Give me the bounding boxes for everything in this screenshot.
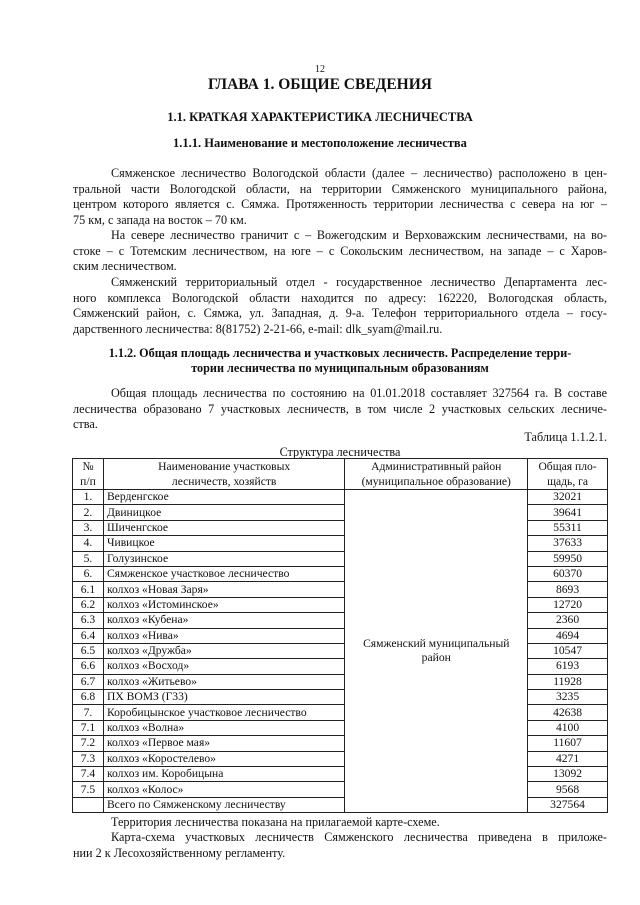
row-num: 4.	[73, 536, 104, 551]
row-name: Сямженское участковое лесничество	[103, 566, 344, 581]
row-name: колхоз «Колос»	[103, 782, 344, 797]
chapter-title: ГЛАВА 1. ОБЩИЕ СВЕДЕНИЯ	[208, 76, 432, 93]
subsection-title-line: тории лесничества по муниципальным образованиям	[191, 361, 489, 375]
row-name: Коробицынское участковое лесничество	[103, 705, 344, 720]
row-num: 6.6	[73, 659, 104, 674]
table-label: Таблица 1.1.2.1.	[524, 430, 607, 444]
total-num	[73, 797, 104, 812]
row-num: 5.	[73, 551, 104, 566]
row-num: 7.1	[73, 720, 104, 735]
subsection-title-line: 1.1.2. Общая площадь лесничества и участковых лесничеств. Распределение терри-	[108, 346, 572, 360]
page-number: 12	[315, 64, 325, 75]
table-row	[73, 520, 608, 535]
row-name: колхоз «Истоминское»	[103, 597, 344, 612]
row-area: 8693	[528, 582, 608, 597]
table-row	[73, 767, 608, 782]
header-text: №	[82, 460, 94, 473]
text-line: центром которого является с. Сямжа. Протяженность территории лесничества с севера на юг –	[73, 197, 607, 212]
row-name: колхоз «Дружба»	[103, 643, 344, 658]
text-line: ного комплекса Вологодской области находится по адресу: 162220, Вологодская область,	[73, 290, 607, 305]
row-name: колхоз «Первое мая»	[103, 736, 344, 751]
header-text: щадь, га	[547, 475, 589, 488]
row-area: 11607	[528, 736, 608, 751]
paragraph-location	[73, 166, 607, 228]
row-name: Шиченгское	[103, 520, 344, 535]
header-name	[103, 459, 344, 490]
text-line: Сямженский район, с. Сямжа, ул. Западная, д. 9-а. Телефон территориального отдела – госу-	[73, 306, 607, 321]
text-line: На севере лесничество граничит с – Вожегодским и Верховажским лесничествами, на во-	[111, 228, 607, 242]
table-caption: Структура лесничества	[279, 445, 401, 459]
table-row	[73, 597, 608, 612]
header-text: лесничеств, хозяйств	[171, 475, 277, 488]
table-row	[73, 674, 608, 689]
table-total-row	[73, 797, 608, 812]
row-area: 12720	[528, 597, 608, 612]
forestry-structure-table	[72, 458, 608, 813]
row-area: 42638	[528, 705, 608, 720]
table-row	[73, 705, 608, 720]
row-num: 6.4	[73, 628, 104, 643]
row-area: 6193	[528, 659, 608, 674]
row-area: 59950	[528, 551, 608, 566]
paragraph-address	[73, 275, 607, 337]
header-text: Административный район	[371, 460, 502, 473]
row-num: 6.3	[73, 613, 104, 628]
row-area: 55311	[528, 520, 608, 535]
row-num: 7.5	[73, 782, 104, 797]
district-cell	[345, 490, 528, 813]
table-row	[73, 628, 608, 643]
text-line: ским лесничеством.	[73, 259, 177, 274]
row-name: колхоз «Коростелево»	[103, 751, 344, 766]
total-area: 327564	[528, 797, 608, 812]
table-row	[73, 505, 608, 520]
row-name: колхоз им. Коробицына	[103, 767, 344, 782]
row-num: 7.	[73, 705, 104, 720]
table-row	[73, 751, 608, 766]
text-line: 75 км, с запада на восток – 70 км.	[73, 212, 247, 227]
table-row	[73, 613, 608, 628]
table-row	[73, 659, 608, 674]
row-name: колхоз «Волна»	[103, 720, 344, 735]
row-area: 32021	[528, 490, 608, 505]
text-line: ства.	[73, 417, 98, 432]
row-area: 9568	[528, 782, 608, 797]
row-num: 6.7	[73, 674, 104, 689]
row-name: Голузинское	[103, 551, 344, 566]
row-area: 60370	[528, 566, 608, 581]
row-num: 3.	[73, 520, 104, 535]
table-row	[73, 690, 608, 705]
row-area: 4271	[528, 751, 608, 766]
row-name: колхоз «Житьево»	[103, 674, 344, 689]
district-text: Сямженский муниципальный	[363, 637, 510, 651]
row-area: 3235	[528, 690, 608, 705]
row-area: 4694	[528, 628, 608, 643]
row-num: 6.5	[73, 643, 104, 658]
text-line: лесничества образовано 7 участковых лесничеств, в том числе 2 участковых сельских лесниче-	[73, 401, 607, 416]
header-area	[528, 459, 608, 490]
row-num: 6.1	[73, 582, 104, 597]
text-line: тральной части Вологодской области, на территории Сямженского муниципального района,	[73, 181, 607, 196]
row-num: 1.	[73, 490, 104, 505]
paragraph-total-area	[73, 386, 607, 433]
subsection-title-1-1-2	[73, 346, 607, 376]
header-district	[345, 459, 528, 490]
row-area: 13092	[528, 767, 608, 782]
text-line: Карта-схема участковых лесничеств Сямженского лесничества приведена в приложе-	[111, 830, 607, 844]
text-line: Сямженское лесничество Вологодской области (далее – лесничество) расположено в цен-	[111, 166, 607, 180]
header-text: п/п	[80, 475, 96, 488]
total-name: Всего по Сямженскому лесничеству	[103, 797, 344, 812]
row-name: колхоз «Нива»	[103, 628, 344, 643]
table-row	[73, 643, 608, 658]
row-num: 6.	[73, 566, 104, 581]
row-area: 4100	[528, 720, 608, 735]
header-text: Наименование участковых	[158, 460, 291, 473]
table-header-row	[73, 459, 608, 490]
section-title: 1.1. КРАТКАЯ ХАРАКТЕРИСТИКА ЛЕСНИЧЕСТВА	[167, 110, 473, 124]
table-row	[73, 551, 608, 566]
paragraph-borders	[73, 228, 607, 275]
row-area: 11928	[528, 674, 608, 689]
table-row	[73, 582, 608, 597]
row-name: колхоз «Восход»	[103, 659, 344, 674]
row-num: 7.2	[73, 736, 104, 751]
header-text: Общая пло-	[538, 460, 597, 473]
header-num	[73, 459, 104, 490]
text-line: нии 2 к Лесохозяйственному регламенту.	[73, 845, 286, 860]
row-name: ПХ ВОМЗ (Г33)	[103, 690, 344, 705]
row-name: колхоз «Кубена»	[103, 613, 344, 628]
district-text: район	[421, 651, 451, 665]
table-row	[73, 782, 608, 797]
row-area: 37633	[528, 536, 608, 551]
table-row	[73, 490, 608, 505]
text-line: Сямженский территориальный отдел - государственное лесничество Департамента лес-	[111, 275, 607, 289]
text-line: Общая площадь лесничества по состоянию на 01.01.2018 составляет 327564 га. В составе	[111, 386, 607, 400]
row-num: 7.4	[73, 767, 104, 782]
text-line: стоке – с Тотемским лесничеством, на юге – с Сокольским лесничеством, на западе – с Харов-	[73, 243, 607, 258]
row-name: Верденгское	[103, 490, 344, 505]
row-num: 7.3	[73, 751, 104, 766]
appendix-reference-text	[73, 830, 607, 861]
row-name: колхоз «Новая Заря»	[103, 582, 344, 597]
row-area: 2360	[528, 613, 608, 628]
subsection-title-1-1-1: 1.1.1. Наименование и местоположение лесничества	[173, 136, 467, 150]
table-row	[73, 566, 608, 581]
row-area: 39641	[528, 505, 608, 520]
map-reference-text: Территория лесничества показана на прилагаемой карте-схеме.	[111, 815, 440, 829]
table-row	[73, 736, 608, 751]
row-num: 2.	[73, 505, 104, 520]
row-num: 6.8	[73, 690, 104, 705]
row-name: Чивицкое	[103, 536, 344, 551]
text-line: дарственного лесничества: 8(81752) 2-21-66, e-mail: dlk_syam@mail.ru.	[73, 321, 443, 336]
table-row	[73, 536, 608, 551]
table-row	[73, 720, 608, 735]
row-area: 10547	[528, 643, 608, 658]
row-num: 6.2	[73, 597, 104, 612]
header-text: (муниципальное образование)	[361, 475, 511, 488]
row-name: Двиницкое	[103, 505, 344, 520]
